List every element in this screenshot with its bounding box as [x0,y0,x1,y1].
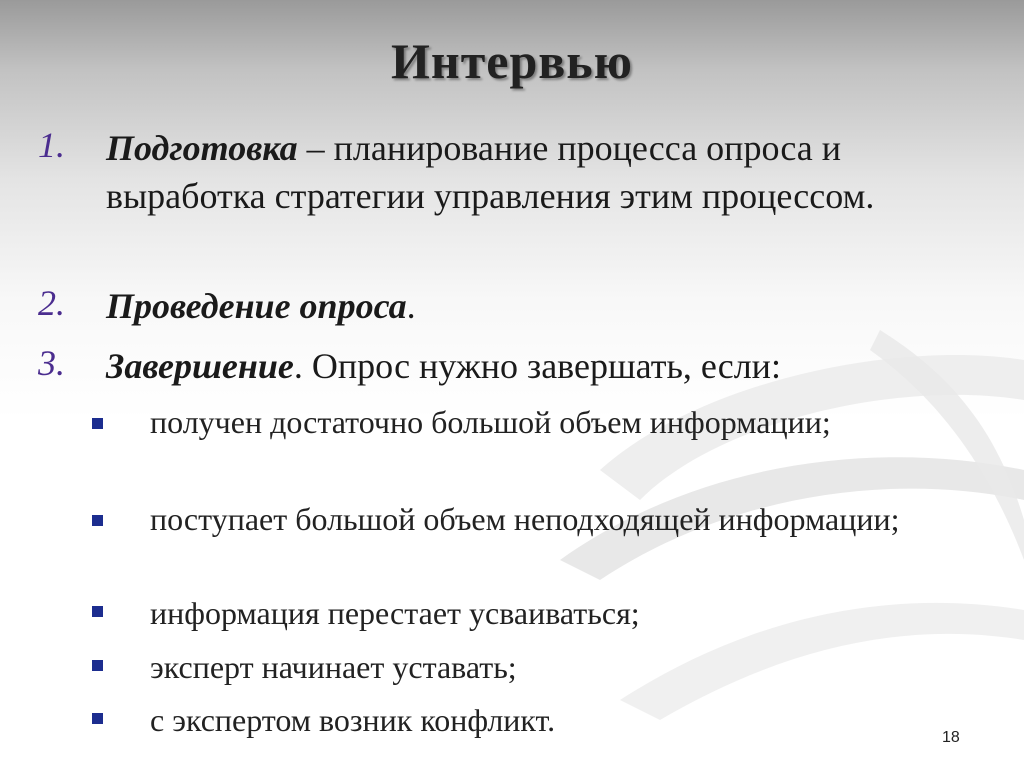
bullet-1-text: получен достаточно большой объем информации; [150,404,831,440]
step-2-term: Проведение опроса [106,286,407,326]
bullet-2-icon [92,515,103,526]
step-1-term: Подготовка [106,128,298,168]
step-1-number: 1. [38,125,65,165]
bullet-2-text: поступает большой объем неподходящей информации; [150,501,900,537]
step-1 [106,124,986,220]
step-2 [106,282,986,330]
bullet-4-icon [92,660,103,671]
step-2-number: 2. [38,283,65,323]
slide-title: Интервью [391,33,633,89]
page-number: 18 [942,729,960,746]
step-3-text: . Опрос нужно завершать, если: [293,346,781,386]
step-3-number: 3. [38,343,65,383]
step-3 [106,342,986,390]
bullet-5-icon [92,713,103,724]
bullet-3-icon [92,606,103,617]
step-3-term: Завершение [106,346,294,386]
bullet-4-text: эксперт начинает уставать; [150,649,517,685]
bullet-1-icon [92,418,103,429]
step-1-text: – планирование процесса опроса и выработка стратегии управления этим процессом. [106,128,875,216]
bullet-5-text: с экспертом возник конфликт. [150,702,556,738]
step-2-text: . [406,286,416,326]
bullet-3-text: информация перестает усваиваться; [150,595,640,631]
